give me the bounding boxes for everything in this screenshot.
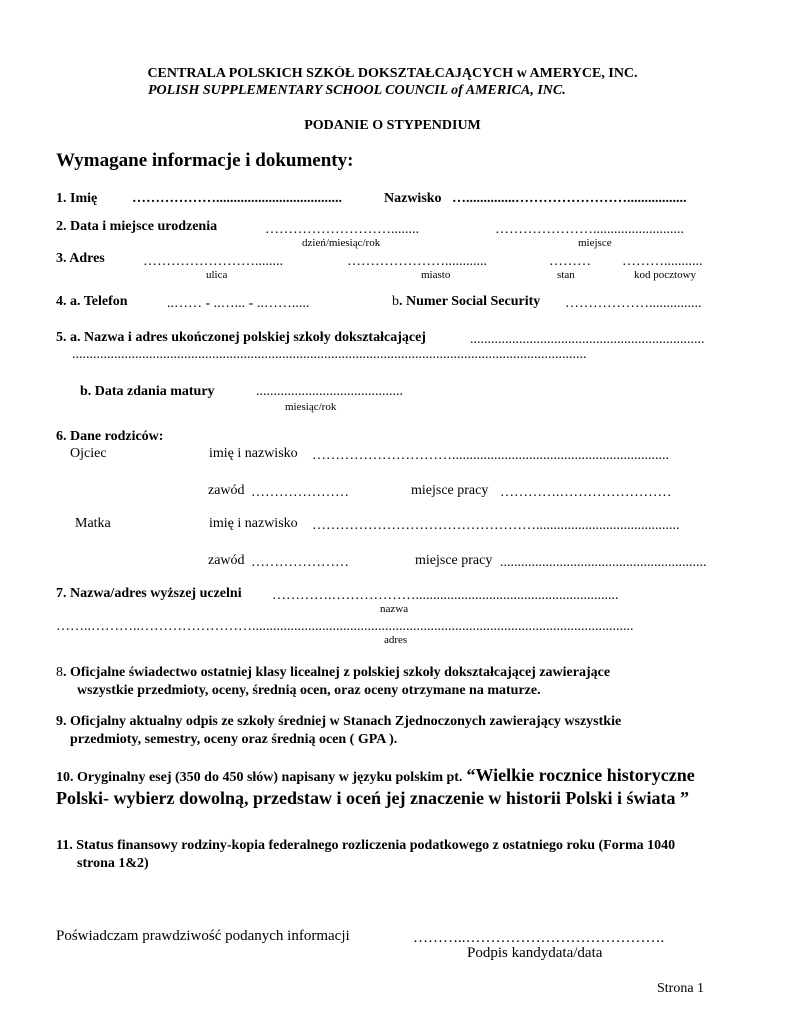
mother-name-field[interactable]: …………………………………………......................................... (312, 518, 680, 533)
university-name-hint: nazwa (380, 603, 409, 615)
zip-field[interactable]: ………........... (622, 254, 703, 269)
ssn-label-letter: b (392, 294, 399, 309)
mother-label: Matka (75, 516, 111, 531)
first-name-label: 1. Imię (56, 191, 98, 206)
item-8-text: . Oficjalne świadectwo ostatniej klasy licealnej z polskiej szkoły dokształcającej zawierające (63, 665, 611, 680)
state-field[interactable]: ……… (549, 254, 591, 269)
mother-workplace-label: miejsce pracy (415, 553, 493, 568)
mother-job-field[interactable]: ………………… (251, 555, 349, 570)
father-name-field[interactable]: ………………………….............................................................. (312, 448, 669, 463)
item-8-number: 8 (56, 665, 63, 680)
mother-job-label: zawód (208, 553, 245, 568)
item-8-line-2: wszystkie przedmioty, oceny, średnią ocen, oraz oceny otrzymane na maturze. (77, 683, 541, 698)
item-10-topic-1: “Wielkie rocznice historyczne (466, 765, 695, 785)
school-label: 5. a. Nazwa i adres ukończonej polskiej szkoły dokształcającej (56, 330, 426, 345)
item-9-line-1: 9. Oficjalny aktualny odpis ze szkoły średniej w Stanach Zjednoczonych zawierający wszystkie (56, 714, 622, 729)
street-hint: ulica (206, 269, 228, 281)
page-number: Strona 1 (657, 981, 705, 996)
item-8-line-1 (56, 665, 610, 681)
zip-hint: kod pocztowy (634, 269, 697, 281)
item-10-line-1 (56, 765, 695, 786)
ssn-field[interactable]: ………………............... (565, 296, 702, 311)
signature-label: Podpis kandydata/data (467, 945, 603, 961)
phone-field[interactable]: ..…… - ..…... - ..……..... (167, 296, 310, 311)
birth-date-hint: dzień/miesiąc/rok (302, 237, 381, 249)
item-10-topic-2: Polski- wybierz dowolną, przedstaw i oceń jej znaczenie w historii Polski i świata ” (56, 788, 689, 808)
university-name-field[interactable]: ………….……………….......................................................... (272, 588, 619, 603)
phone-label: 4. a. Telefon (56, 294, 128, 309)
university-label: 7. Nazwa/adres wyższej uczelni (56, 586, 242, 601)
org-name-polish: CENTRALA POLSKICH SZKÓŁ DOKSZTAŁCAJĄCYCH w AMERYCE, INC. (147, 66, 638, 81)
certify-text: Poświadczam prawdziwość podanych informacji (56, 928, 350, 944)
item-11-line-1: 11. Status finansowy rodziny-kopia federalnego rozliczenia podatkowego z ostatniego roku (Forma 1040 (56, 838, 676, 853)
street-field[interactable]: ……………………........ (143, 254, 283, 269)
birth-place-field[interactable]: ………………….......................... (495, 222, 684, 237)
signature-field[interactable]: ………..…………………………………. (413, 930, 665, 946)
matura-date-hint: miesiąc/rok (285, 401, 337, 413)
school-field-1[interactable]: ................................................................... (470, 332, 705, 347)
org-name-english: POLISH SUPPLEMENTARY SCHOOL COUNCIL of AMERICA, INC. (148, 83, 566, 98)
ssn-label-text: . Numer Social Security (399, 294, 541, 309)
address-label: 3. Adres (56, 251, 105, 266)
section-heading: Wymagane informacje i dokumenty: (56, 150, 354, 171)
father-job-label: zawód (208, 483, 245, 498)
birth-date-field[interactable]: ………………………........ (265, 222, 419, 237)
city-hint: miasto (421, 269, 451, 281)
item-11-line-2: strona 1&2) (77, 856, 149, 871)
item-9-line-2: przedmioty, semestry, oceny oraz średnią ocen ( GPA ). (70, 732, 398, 747)
state-hint: stan (557, 269, 575, 281)
university-address-hint: adres (384, 634, 408, 646)
father-label: Ojciec (70, 446, 107, 461)
birth-label: 2. Data i miejsce urodzenia (56, 219, 218, 234)
mother-workplace-field[interactable]: ........................................................... (500, 555, 707, 570)
matura-date-label: b. Data zdania matury (80, 384, 215, 399)
item-10-intro: 10. Oryginalny esej (350 do 450 słów) napisany w języku polskim pt. (56, 770, 463, 785)
university-address-field[interactable]: ……..………..……………………............................................................................................................. (56, 619, 634, 634)
parents-label: 6. Dane rodziców: (56, 429, 164, 444)
father-name-label: imię i nazwisko (209, 446, 298, 461)
father-job-field[interactable]: ………………… (251, 485, 349, 500)
last-name-label: Nazwisko (384, 191, 442, 206)
last-name-field[interactable]: …..............……………………................. (452, 191, 687, 206)
city-field[interactable]: …………………............ (347, 254, 487, 269)
matura-date-field[interactable]: .......................................... (256, 384, 403, 399)
school-field-2[interactable]: ................................................................................................................................................... (72, 347, 587, 362)
first-name-field[interactable]: ……………….................................... (132, 191, 342, 206)
father-workplace-label: miejsce pracy (411, 483, 489, 498)
mother-name-label: imię i nazwisko (209, 516, 298, 531)
ssn-label (392, 294, 540, 310)
form-title: PODANIE O STYPENDIUM (304, 118, 481, 133)
birth-place-hint: miejsce (578, 237, 612, 249)
father-workplace-field[interactable]: ………….…………………… (500, 485, 672, 500)
